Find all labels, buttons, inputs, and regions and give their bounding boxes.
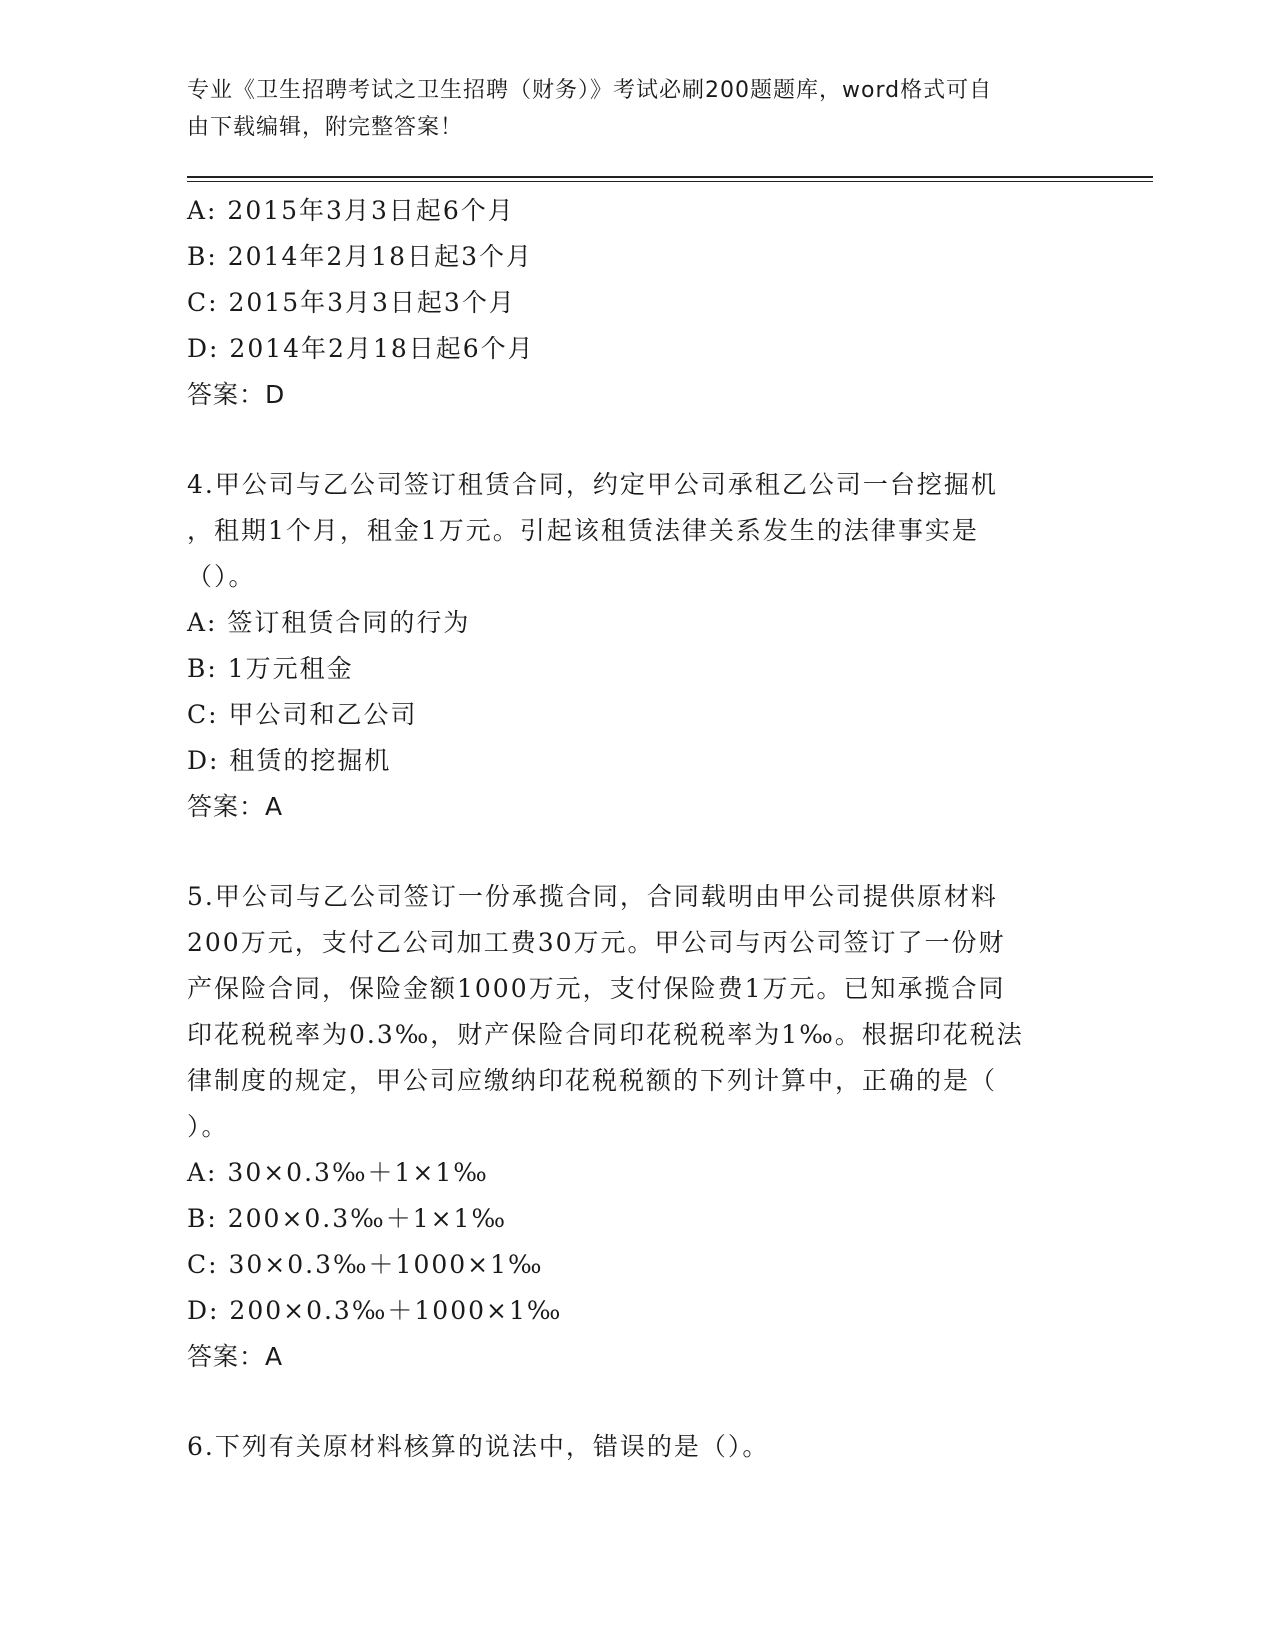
question-stem-line: 产保险合同，保险金额1000万元，支付保险费1万元。已知承揽合同 (187, 974, 1006, 1003)
option-c: C: 2015年3月3日起3个月 (187, 288, 516, 317)
header-line-2: 由下载编辑，附完整答案！ (187, 115, 464, 140)
option-d: D: 200×0.3‰＋1000×1‰ (187, 1296, 563, 1325)
header-line-1: 专业《卫生招聘考试之卫生招聘（财务）》考试必刷200题题库，word格式可自 (187, 78, 993, 103)
question-stem-line: （）。 (187, 562, 256, 591)
question-stem-line: ）。 (187, 1112, 229, 1141)
spacer (187, 830, 1087, 874)
option-a: A: 签订租赁合同的行为 (187, 608, 471, 637)
answer-line: 答案：A (187, 1342, 284, 1371)
option-b: B: 1万元租金 (187, 654, 354, 683)
question-stem-line: ，租期1个月，租金1万元。引起该租赁法律关系发生的法律事实是 (187, 516, 979, 545)
option-c: C: 甲公司和乙公司 (187, 700, 418, 729)
question-4 (187, 462, 1087, 830)
option-d: D: 租赁的挖掘机 (187, 746, 392, 775)
question-stem-line: 印花税税率为0.3‰，财产保险合同印花税税率为1‰。根据印花税法 (187, 1020, 1024, 1049)
question-stem-line: 4.甲公司与乙公司签订租赁合同，约定甲公司承租乙公司一台挖掘机 (187, 470, 998, 499)
question-6 (187, 1424, 1087, 1470)
question-content (187, 188, 1087, 1470)
answer-line: 答案：A (187, 792, 284, 821)
option-b: B: 2014年2月18日起3个月 (187, 242, 533, 271)
question-3 (187, 188, 1087, 418)
document-header (187, 72, 1087, 146)
header-divider-thick (187, 176, 1153, 178)
option-c: C: 30×0.3‰＋1000×1‰ (187, 1250, 544, 1279)
option-d: D: 2014年2月18日起6个月 (187, 334, 535, 363)
question-stem-line: 200万元，支付乙公司加工费30万元。甲公司与丙公司签订了一份财 (187, 928, 1006, 957)
question-5 (187, 874, 1087, 1380)
question-stem-line: 律制度的规定，甲公司应缴纳印花税税额的下列计算中，正确的是（ (187, 1066, 998, 1095)
option-a: A: 2015年3月3日起6个月 (187, 196, 515, 225)
spacer (187, 1380, 1087, 1424)
option-b: B: 200×0.3‰＋1×1‰ (187, 1204, 508, 1233)
header-divider-thin (187, 181, 1153, 182)
spacer (187, 418, 1087, 462)
option-a: A: 30×0.3‰＋1×1‰ (187, 1158, 489, 1187)
answer-line: 答案：D (187, 380, 286, 409)
question-stem-line: 5.甲公司与乙公司签订一份承揽合同，合同载明由甲公司提供原材料 (187, 882, 998, 911)
question-stem-line: 6.下列有关原材料核算的说法中，错误的是（）。 (187, 1432, 770, 1461)
